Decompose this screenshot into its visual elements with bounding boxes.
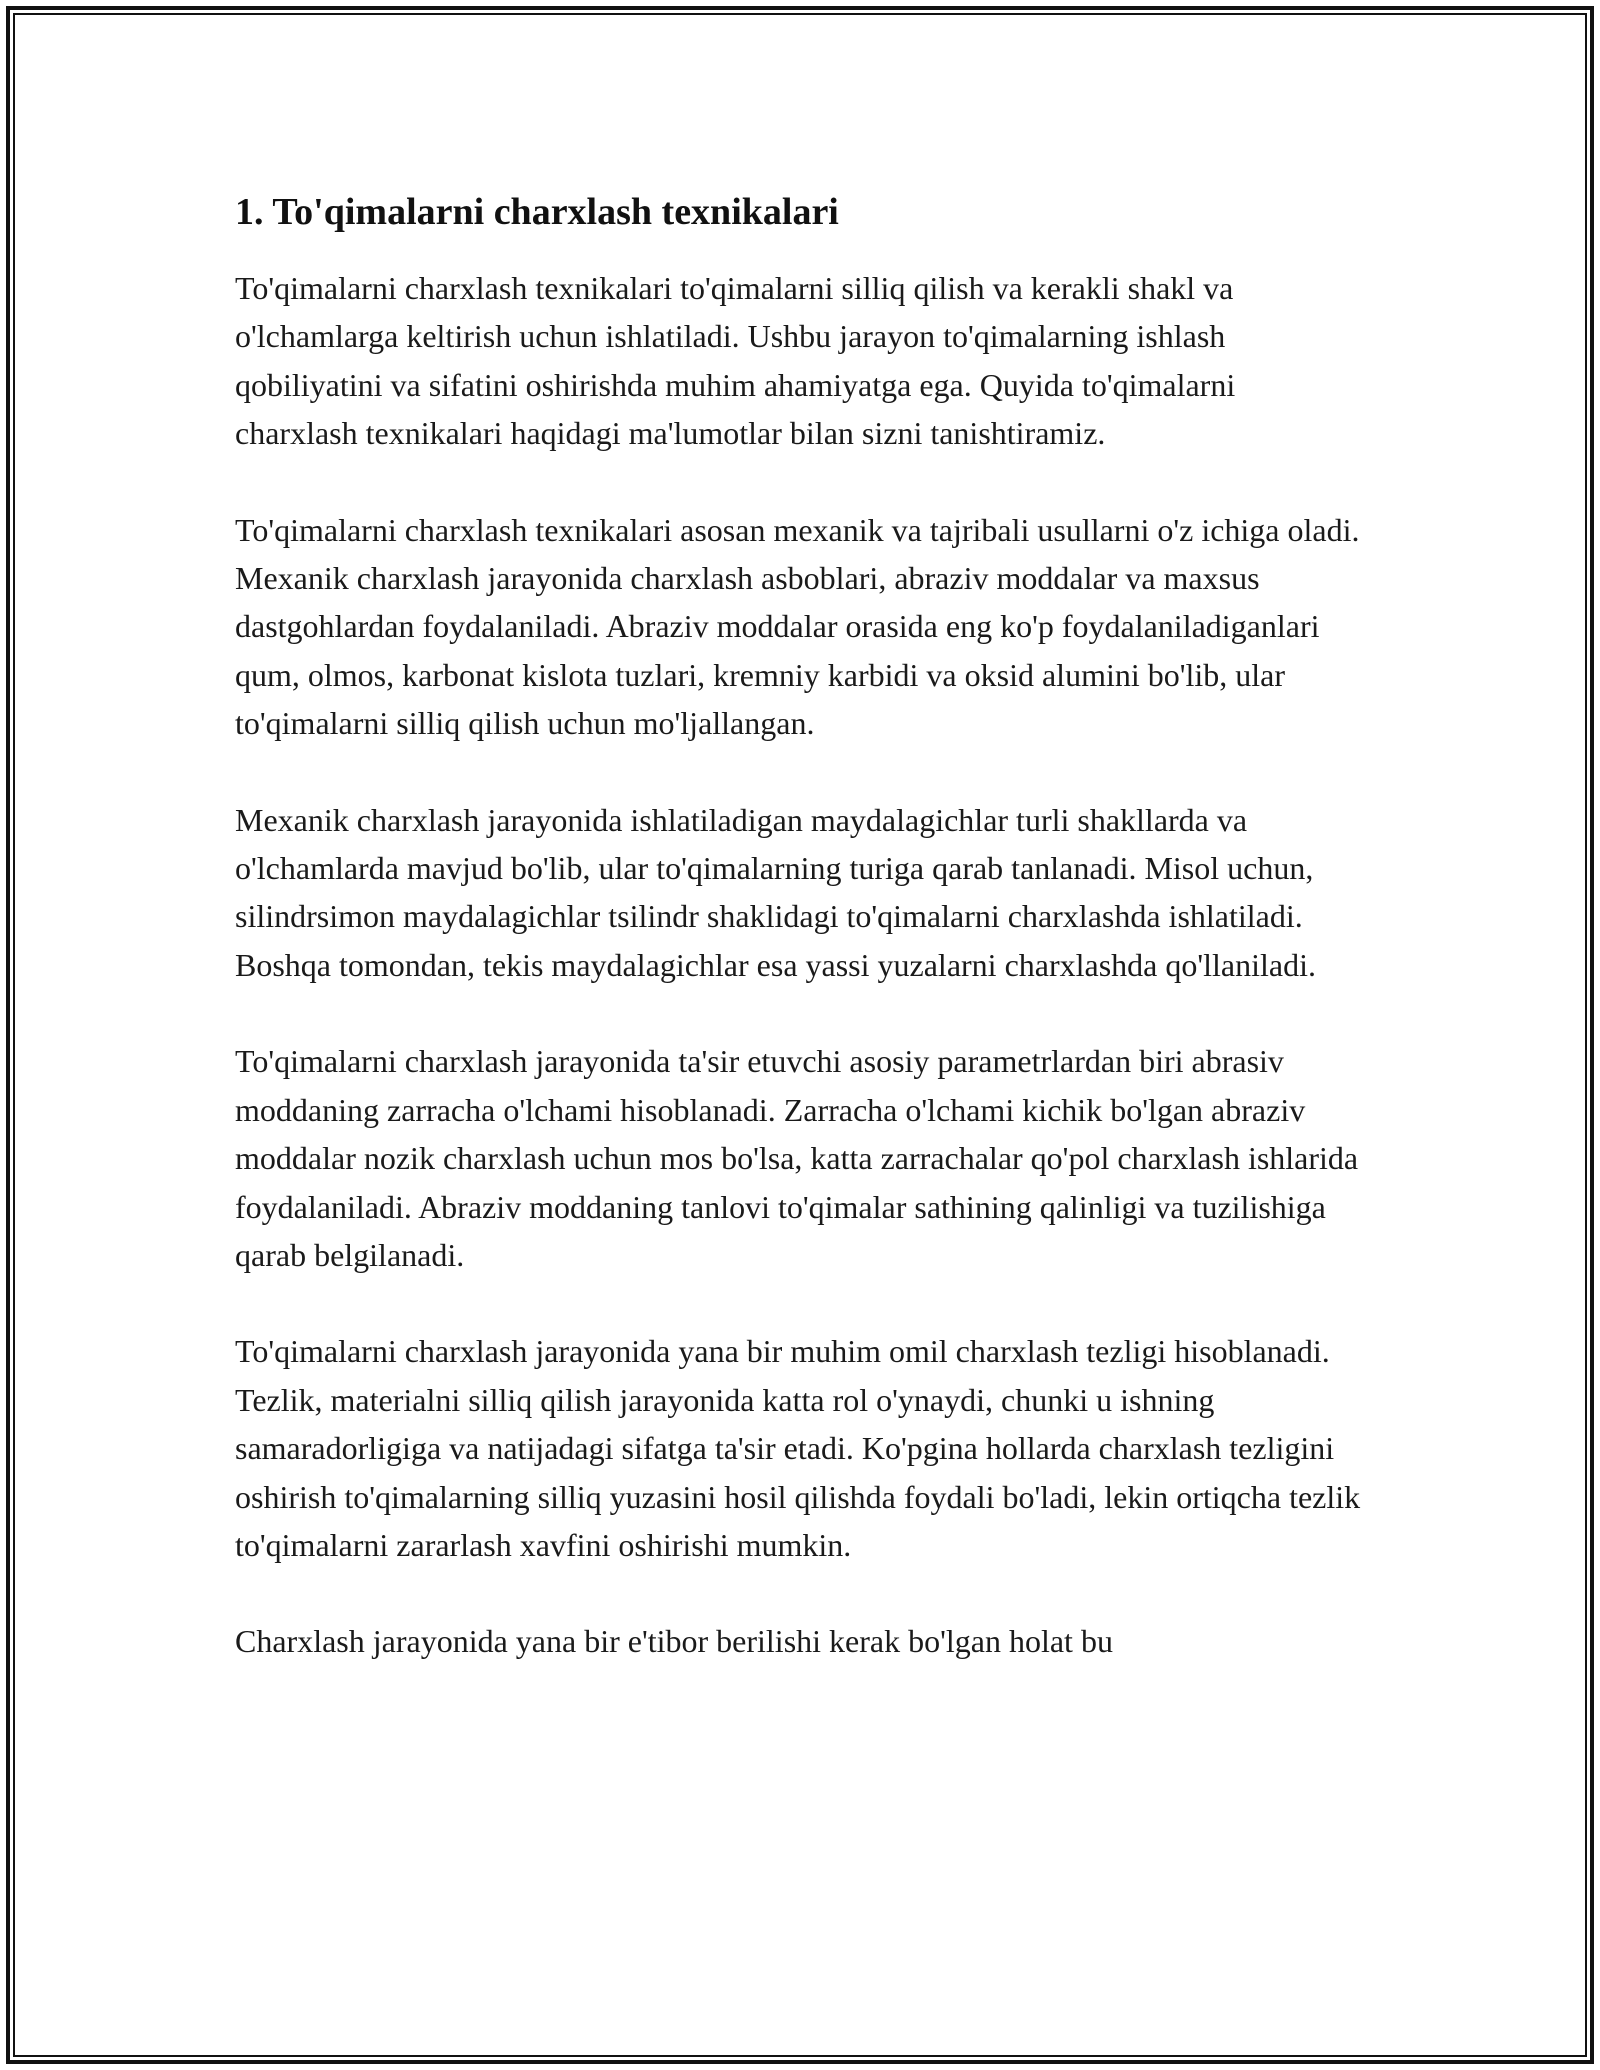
paragraph-6: Charxlash jarayonida yana bir e'tibor berilishi kerak bo'lgan holat bu [235,1623,1113,1660]
document-body [235,186,1365,1666]
paragraph-4: To'qimalarni charxlash jarayonida ta'sir etuvchi asosiy parametrlardan biri abrasiv moddaning zarracha o'lchami hisoblanadi. Zarracha o'lchami kichik bo'lgan abraziv moddalar nozik charxlash uchun mos bo'lsa, katta zarrachalar qo'pol charxlash ishlarida foydalaniladi. Abraziv moddaning tanlovi to'qimalar sathining qalinligi va tuzilishiga qarab belgilanadi. [235,1043,1359,1273]
paragraph-3: Mexanik charxlash jarayonida ishlatiladigan maydalagichlar turli shakllarda va o'lchamlarda mavjud bo'lib, ular to'qimalarning turiga qarab tanlanadi. Misol uchun, silindrsimon maydalagichlar tsilindr shaklidagi to'qimalarni charxlashda ishlatiladi. Boshqa tomondan, tekis maydalagichlar esa yassi yuzalarni charxlashda qo'llaniladi. [235,801,1316,983]
section-heading: 1. To'qimalarni charxlash texnikalari [235,191,839,233]
paragraph-5: To'qimalarni charxlash jarayonida yana bir muhim omil charxlash tezligi hisoblanadi. Tezlik, materialni silliq qilish jarayonida katta rol o'ynaydi, chunki u ishning samaradorligiga va natijadagi sifatga ta'sir etadi. Ko'pgina hollarda charxlash tezligini oshirish to'qimalarning silliq yuzasini hosil qilishda foydali bo'ladi, lekin ortiqcha tezlik to'qimalarni zararlash xavfini oshirishi mumkin. [235,1333,1361,1563]
paragraph-1: To'qimalarni charxlash texnikalari to'qimalarni silliq qilish va kerakli shakl va o'lchamlarga keltirish uchun ishlatiladi. Ushbu jarayon to'qimalarning ishlash qobiliyatini va sifatini oshirishda muhim ahamiyatga ega. Quyida to'qimalarni charxlash texnikalari haqidagi ma'lumotlar bilan sizni tanishtiramiz. [235,270,1236,452]
paragraph-2: To'qimalarni charxlash texnikalari asosan mexanik va tajribali usullarni o'z ichiga oladi. Mexanik charxlash jarayonida charxlash asboblari, abraziv moddalar va maxsus dastgohlardan foydalaniladi. Abraziv moddalar orasida eng ko'p foydalaniladiganlari qum, olmos, karbonat kislota tuzlari, kremniy karbidi va oksid alumini bo'lib, ular to'qimalarni silliq qilish uchun mo'ljallangan. [235,511,1360,742]
